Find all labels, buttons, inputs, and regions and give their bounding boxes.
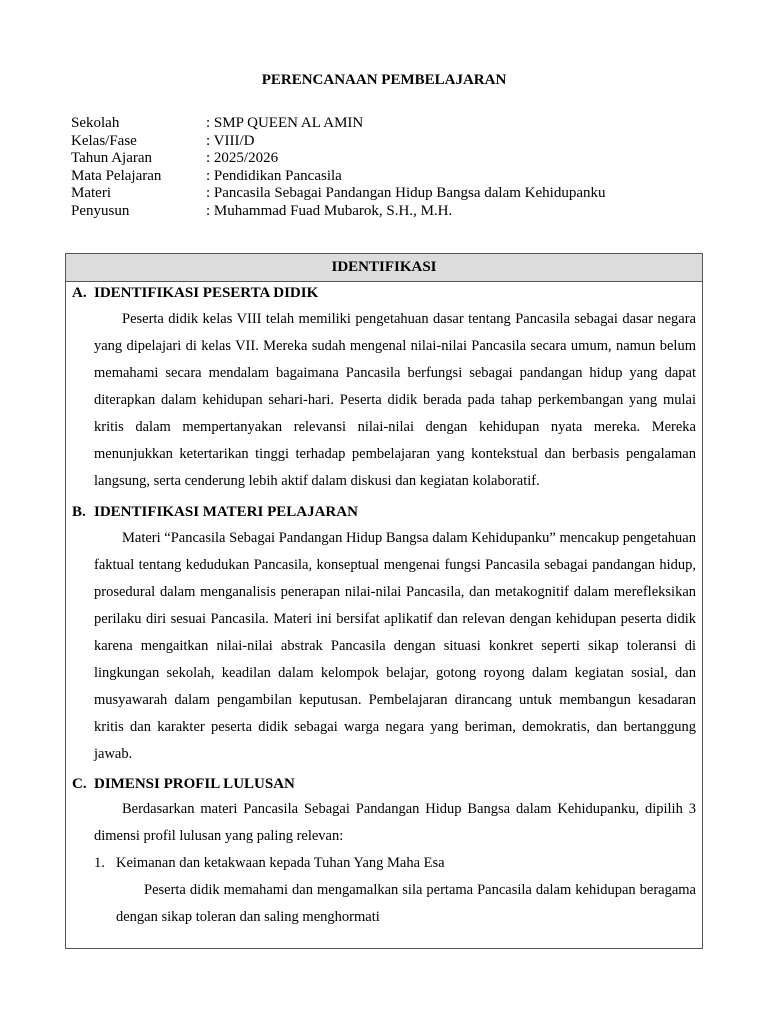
section-letter: B. [72, 504, 86, 520]
list-item-number: 1. [94, 855, 105, 871]
info-row-mapel [71, 168, 606, 186]
section-letter: A. [72, 285, 87, 301]
info-label: Materi [71, 185, 111, 202]
page-title: PERENCANAAN PEMBELAJARAN [261, 72, 507, 88]
info-label: Kelas/Fase [71, 132, 137, 149]
identifikasi-body [66, 283, 702, 931]
info-value: : VIII/D [206, 132, 255, 149]
info-value: : Pancasila Sebagai Pandangan Hidup Bangsa dalam Kehidupanku [206, 185, 606, 202]
section-paragraph-c: Berdasarkan materi Pancasila Sebagai Pandangan Hidup Bangsa dalam Kehidupanku, dipilih 3 dimensi profil lulusan yang paling relevan: [94, 801, 696, 844]
section-paragraph-a: Peserta didik kelas VIII telah memiliki pengetahuan dasar tentang Pancasila sebagai dasar negara yang dipelajari di kelas VII. Mereka sudah mengenal nilai-nilai Pancasila secara umum, namun belum memahami secara mendalam bagaimana Pancasila berfungsi sebagai pandangan hidup yang dapat diterapkan dalam kehidupan sehari-hari. Peserta didik berada pada tahap perkembangan yang mulai kritis dalam mempertanyakan relevansi nilai-nilai dengan kehidupan nyata mereka. Mereka menunjukkan ketertarikan tinggi terhadap pembelajaran yang kontekstual dan berbasis pengalaman langsung, serta cenderung lebih aktif dalam diskusi dan kegiatan kolaboratif. [94, 311, 696, 489]
info-label: Sekolah [71, 115, 120, 131]
list-item-title: Keimanan dan ketakwaan kepada Tuhan Yang Maha Esa [116, 855, 445, 871]
info-label: Mata Pelajaran [71, 167, 162, 184]
section-heading-b [72, 502, 696, 522]
info-value: : SMP QUEEN AL AMIN [206, 115, 364, 131]
section-letter: C. [72, 776, 87, 792]
info-row-sekolah [71, 115, 606, 133]
info-row-penyusun [71, 203, 606, 221]
section-heading-c [72, 774, 696, 794]
identifikasi-header: IDENTIFIKASI [66, 254, 702, 282]
section-title: IDENTIFIKASI PESERTA DIDIK [94, 285, 319, 301]
section-title: IDENTIFIKASI MATERI PELAJARAN [94, 504, 358, 520]
section-heading-a [72, 283, 696, 303]
info-row-tahun [71, 150, 606, 168]
info-row-materi [71, 185, 606, 203]
info-row-kelas [71, 133, 606, 151]
info-label: Penyusun [71, 202, 130, 219]
list-item [72, 850, 696, 877]
info-value: : Pendidikan Pancasila [206, 167, 342, 184]
list-item-paragraph: Peserta didik memahami dan mengamalkan sila pertama Pancasila dalam kehidupan beragama dengan sikap toleran dan saling menghormati [116, 882, 696, 925]
identifikasi-box [65, 253, 703, 949]
section-paragraph-b: Materi “Pancasila Sebagai Pandangan Hidup Bangsa dalam Kehidupanku” mencakup pengetahuan faktual tentang kedudukan Pancasila, konseptual mengenai fungsi Pancasila sebagai pandangan hidup, prosedural dalam menganalisis penerapan nilai-nilai Pancasila, dan metakognitif dalam merefleksikan perilaku diri sesuai Pancasila. Materi ini bersifat aplikatif dan relevan dengan kehidupan peserta didik karena mengaitkan nilai-nilai abstrak Pancasila dengan situasi konkret seperti sikap toleransi di lingkungan sekolah, keadilan dalam kelompok belajar, gotong royong dalam kegiatan sosial, dan musyawarah dalam pengambilan keputusan. Pembelajaran dirancang untuk membangun kesadaran kritis dan karakter peserta didik sebagai warga negara yang beriman, demokratis, dan bertanggung jawab. [94, 530, 696, 762]
info-value: : 2025/2026 [206, 150, 279, 167]
info-table [71, 115, 606, 221]
info-label: Tahun Ajaran [71, 150, 153, 167]
section-title: DIMENSI PROFIL LULUSAN [94, 776, 295, 792]
info-value: : Muhammad Fuad Mubarok, S.H., M.H. [206, 202, 453, 219]
